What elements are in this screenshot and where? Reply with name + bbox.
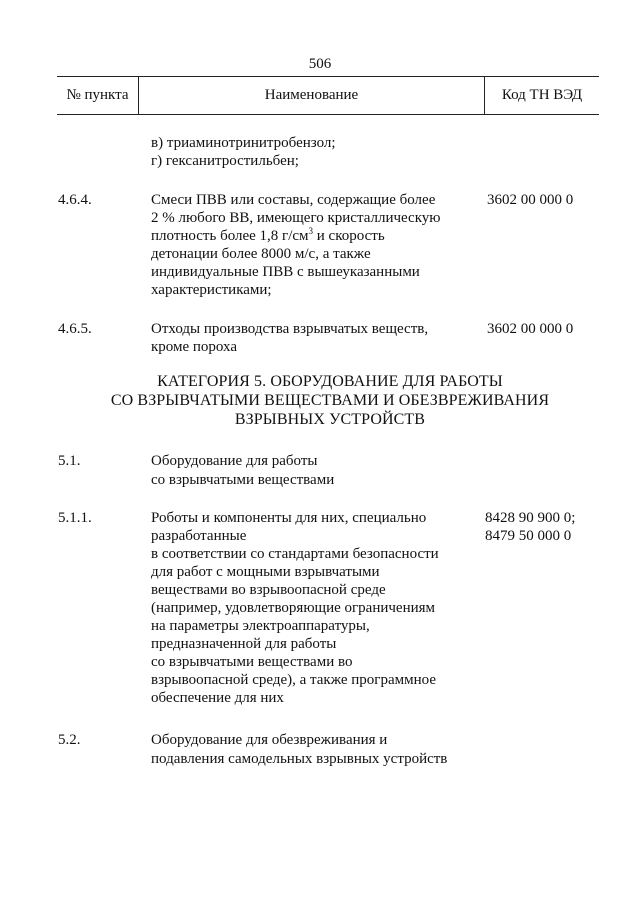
category-heading-line: ВЗРЫВНЫХ УСТРОЙСТВ	[234, 411, 426, 428]
description-line: характеристиками;	[151, 282, 272, 298]
description-line-part: и скорость	[313, 228, 385, 244]
description-line: для работ с мощными взрывчатыми	[151, 564, 380, 580]
description-line: Роботы и компоненты для них, специально	[151, 510, 427, 526]
description-line	[151, 227, 441, 245]
description-line-part: плотность более 1,8 г/см	[151, 228, 309, 244]
entry-description	[151, 320, 428, 356]
entry-number: 4.6.4.	[58, 192, 92, 208]
entry-codes	[485, 509, 575, 545]
description-line: взрывоопасной среде), а также программное	[151, 672, 436, 688]
continuation-list	[151, 134, 336, 170]
page-number: 506	[308, 56, 332, 72]
continuation-line: в) триаминотринитробензол;	[151, 135, 336, 151]
description-line: со взрывчатыми веществами во	[151, 654, 353, 670]
header-bottom-rule	[57, 114, 599, 115]
description-line: разработанные	[151, 528, 247, 544]
category-heading-line: СО ВЗРЫВЧАТЫМИ ВЕЩЕСТВАМИ И ОБЕЗВРЕЖИВАНИЯ	[110, 392, 550, 409]
superscript: 3	[308, 226, 314, 236]
description-line: в соответствии со стандартами безопасности	[151, 546, 439, 562]
entry-code: 3602 00 000 0	[487, 192, 574, 208]
description-line: подавления самодельных взрывных устройств	[151, 751, 448, 767]
description-line: Оборудование для обезвреживания и	[151, 732, 388, 748]
description-line: на параметры электроаппаратуры,	[151, 618, 370, 634]
entry-code: 3602 00 000 0	[487, 321, 574, 337]
description-line: веществами во взрывоопасной среде	[151, 582, 386, 598]
entry-number: 5.2.	[58, 732, 81, 748]
entry-number: 4.6.5.	[58, 321, 92, 337]
entry-description	[151, 731, 447, 769]
description-line: 2 % любого ВВ, имеющего кристаллическую	[151, 210, 441, 226]
header-col-number: № пункта	[66, 87, 129, 103]
description-line: со взрывчатыми веществами	[151, 472, 335, 488]
category-heading-line: КАТЕГОРИЯ 5. ОБОРУДОВАНИЕ ДЛЯ РАБОТЫ	[157, 373, 503, 390]
description-line: Отходы производства взрывчатых веществ,	[151, 321, 429, 337]
entry-code: 8428 90 900 0;	[485, 510, 576, 526]
entry-code: 8479 50 000 0	[485, 528, 572, 544]
description-line: предназначенной для работы	[151, 636, 337, 652]
entry-number: 5.1.	[58, 453, 81, 469]
entry-description	[151, 509, 439, 707]
entry-description	[151, 191, 441, 299]
description-line: индивидуальные ПВВ с вышеуказанными	[151, 264, 420, 280]
entry-description	[151, 452, 334, 490]
description-line: Оборудование для работы	[151, 453, 318, 469]
entry-number: 5.1.1.	[58, 510, 92, 526]
category-heading	[60, 372, 600, 429]
description-line: Смеси ПВВ или составы, содержащие более	[151, 192, 436, 208]
description-line: кроме пороха	[151, 339, 238, 355]
description-line: детонации более 8000 м/с, а также	[151, 246, 371, 262]
description-line: обеспечение для них	[151, 690, 284, 706]
continuation-line: г) гексанитростильбен;	[151, 153, 299, 169]
header-col-code: Код ТН ВЭД	[501, 87, 583, 103]
description-line: (например, удовлетворяющие ограничениям	[151, 600, 436, 616]
header-col-name: Наименование	[264, 87, 359, 103]
